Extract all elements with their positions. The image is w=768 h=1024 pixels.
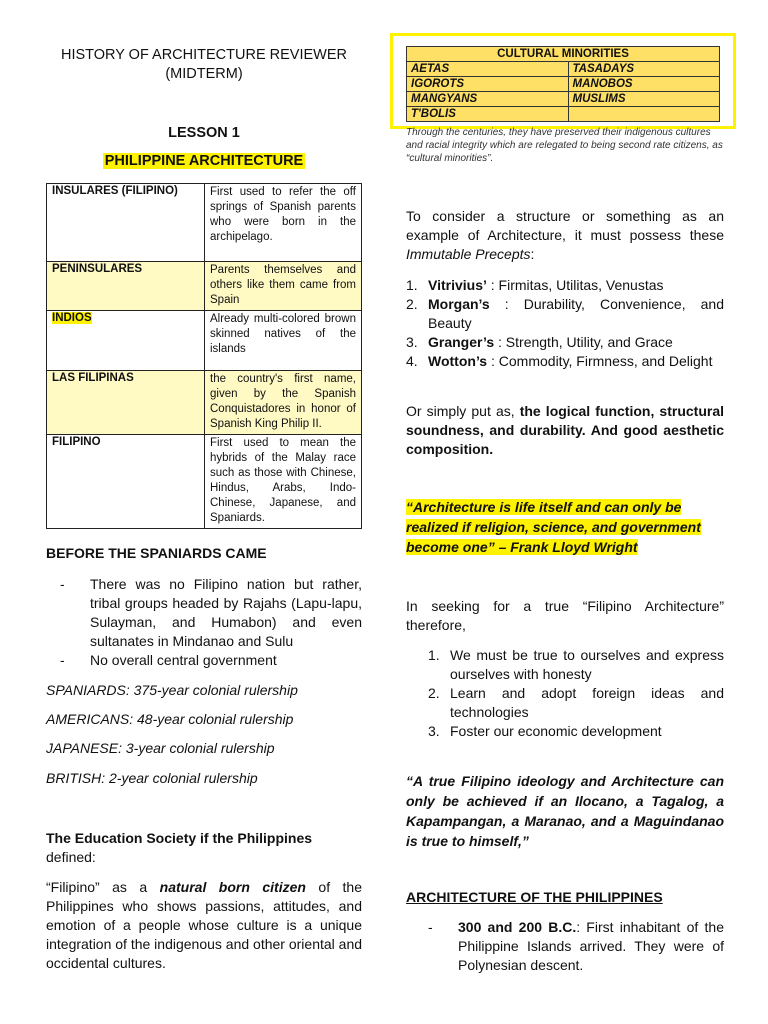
summary-text: Or simply put as, xyxy=(406,403,520,419)
precept-text: : Commodity, Firmness, and Delight xyxy=(487,353,713,369)
desc-cell: Parents themselves and others like them came from Spain xyxy=(205,262,362,311)
precept-name: Vitrivius’ xyxy=(428,277,487,293)
minorities-title: CULTURAL MINORITIES xyxy=(407,47,720,62)
list-number: 3. xyxy=(428,723,440,739)
definition-text-a: “Filipino” as a xyxy=(46,879,160,895)
list-number: 2. xyxy=(406,296,418,312)
precepts-intro-a: To consider a structure or something as an example of Architecture, it must possess these xyxy=(406,208,724,243)
arch-philippines-heading: ARCHITECTURE OF THE PHILIPPINES xyxy=(406,889,663,905)
table-row xyxy=(47,311,362,371)
definition-text-c: of the Philippines who shows passions, attitudes, and emotion of a people whose culture is a unique integration of the indigenous and other oriental and occidental cultures. xyxy=(46,879,363,971)
table-row xyxy=(47,435,362,529)
list-text: We must be true to ourselves and express ourselves with honesty xyxy=(450,647,724,682)
precepts-list xyxy=(406,276,724,371)
precepts-intro-c: : xyxy=(530,246,535,262)
precepts-summary xyxy=(406,402,724,459)
list-text: Foster our economic development xyxy=(450,723,662,739)
list-item xyxy=(406,295,724,333)
education-heading xyxy=(46,829,362,867)
table-cell: MUSLIMS xyxy=(568,92,720,107)
desc-cell: First used to mean the hybrids of the Malay race such as those with Chinese, Hindus, Arabs, Indo-Chinese, Japanese, and Spaniards. xyxy=(205,435,362,529)
term-cell: PENINSULARES xyxy=(47,262,205,311)
precept-text: : Strength, Utility, and Grace xyxy=(494,334,673,350)
table-row xyxy=(47,184,362,262)
definition-emphasis: natural born citizen xyxy=(159,879,306,895)
section-heading-text: PHILIPPINE ARCHITECTURE xyxy=(104,153,304,169)
table-row xyxy=(407,62,720,77)
desc-cell: First used to refer the off springs of Spanish parents who were born in the archipelago. xyxy=(205,184,362,262)
table-cell: AETAS xyxy=(407,62,569,77)
era-label: 300 and 200 B.C. xyxy=(458,919,577,935)
education-heading-tail: defined: xyxy=(46,849,96,865)
precept-name: Wotton’s xyxy=(428,353,488,369)
before-spaniards-heading: BEFORE THE SPANIARDS CAME xyxy=(46,545,267,561)
precept-name: Granger’s xyxy=(428,334,495,350)
table-cell: TASADAYS xyxy=(568,62,720,77)
education-heading-bold: The Education Society if the Philippines xyxy=(46,830,313,846)
table-cell: T'BOLIS xyxy=(407,107,569,122)
summary-bold: the logical function, structural soundness, and durability. And good aesthetic composition. xyxy=(406,403,724,457)
list-number: 2. xyxy=(428,685,440,701)
precept-text: : Durability, Convenience, and Beauty xyxy=(428,296,724,331)
list-item: - No overall central government xyxy=(60,651,362,670)
table-cell: MANGYANS xyxy=(407,92,569,107)
list-number: 1. xyxy=(428,647,440,663)
filipino-definition xyxy=(46,878,362,973)
list-item: - There was no Filipino nation but rather, tribal groups headed by Rajahs (Lapu-lapu, Sulayman, and Humabon) and even sultanates in Mindanao and Sulu xyxy=(60,575,362,651)
rulership-americans: AMERICANS: 48-year colonial rulership xyxy=(46,711,294,727)
lesson-heading: LESSON 1 xyxy=(168,125,240,141)
arch-philippines-list xyxy=(428,918,724,975)
desc-cell: the country's first name, given by the Spanish Conquistadores in honor of Spanish King Philip II. xyxy=(205,371,362,435)
list-item xyxy=(406,276,724,295)
precepts-intro-emphasis: Immutable Precepts xyxy=(406,246,531,262)
filipino-arch-list xyxy=(428,646,724,741)
precept-text: : Firmitas, Utilitas, Venustas xyxy=(486,277,664,293)
list-item xyxy=(406,352,724,371)
before-spaniards-list xyxy=(60,575,362,670)
table-cell: MANOBOS xyxy=(568,77,720,92)
wright-quote xyxy=(406,497,724,557)
table-row xyxy=(47,262,362,311)
term-cell: LAS FILIPINAS xyxy=(47,371,205,435)
precept-name: Morgan’s xyxy=(428,296,490,312)
title-line-2: (MIDTERM) xyxy=(165,66,243,82)
document-title xyxy=(46,46,362,84)
quote-line: realized if religion, science, and government xyxy=(406,519,701,535)
list-number: 1. xyxy=(406,277,418,293)
term-highlight: INDIOS xyxy=(52,312,92,324)
desc-cell: Already multi-colored brown skinned natives of the islands xyxy=(205,311,362,371)
list-item xyxy=(428,684,724,722)
list-item xyxy=(428,918,724,975)
ideology-quote: “A true Filipino ideology and Architecture can only be achieved if an Ilocano, a Tagalog, a Kapampangan, a Maranao, and a Maguindanao is true to himself,” xyxy=(406,773,724,849)
table-row xyxy=(407,107,720,122)
table-row xyxy=(407,92,720,107)
list-item xyxy=(406,333,724,352)
list-number: 4. xyxy=(406,353,418,369)
section-heading xyxy=(46,153,362,169)
list-text: Learn and adopt foreign ideas and technologies xyxy=(450,685,724,720)
table-row xyxy=(47,371,362,435)
minorities-caption: Through the centuries, they have preserved their indigenous cultures and racial integrity which are relegated to being second rate citizens, as “cultural minorities”. xyxy=(406,127,723,164)
rulership-british: BRITISH: 2-year colonial rulership xyxy=(46,770,258,786)
rulership-spaniards: SPANIARDS: 375-year colonial rulership xyxy=(46,682,298,698)
list-item xyxy=(428,646,724,684)
table-row xyxy=(407,47,720,62)
term-cell: FILIPINO xyxy=(47,435,205,529)
rulership-japanese: JAPANESE: 3-year colonial rulership xyxy=(46,740,275,756)
list-number: 3. xyxy=(406,334,418,350)
table-cell xyxy=(568,107,720,122)
title-line-1: HISTORY OF ARCHITECTURE REVIEWER xyxy=(60,47,347,63)
quote-line: become one” – Frank Lloyd Wright xyxy=(406,539,638,555)
table-row xyxy=(407,77,720,92)
cultural-minorities-table xyxy=(406,46,720,122)
era-text: : First inhabitant of the Philippine Islands arrived. They were of Polynesian descent. xyxy=(458,919,724,973)
term-cell: INSULARES (FILIPINO) xyxy=(47,184,205,262)
table-cell: IGOROTS xyxy=(407,77,569,92)
term-cell xyxy=(47,311,205,371)
list-item xyxy=(428,722,724,741)
terms-table xyxy=(46,183,362,529)
precepts-intro xyxy=(406,207,724,264)
filipino-arch-intro: In seeking for a true “Filipino Architecture” therefore, xyxy=(406,598,724,633)
quote-line: “Architecture is life itself and can only be xyxy=(406,499,682,515)
